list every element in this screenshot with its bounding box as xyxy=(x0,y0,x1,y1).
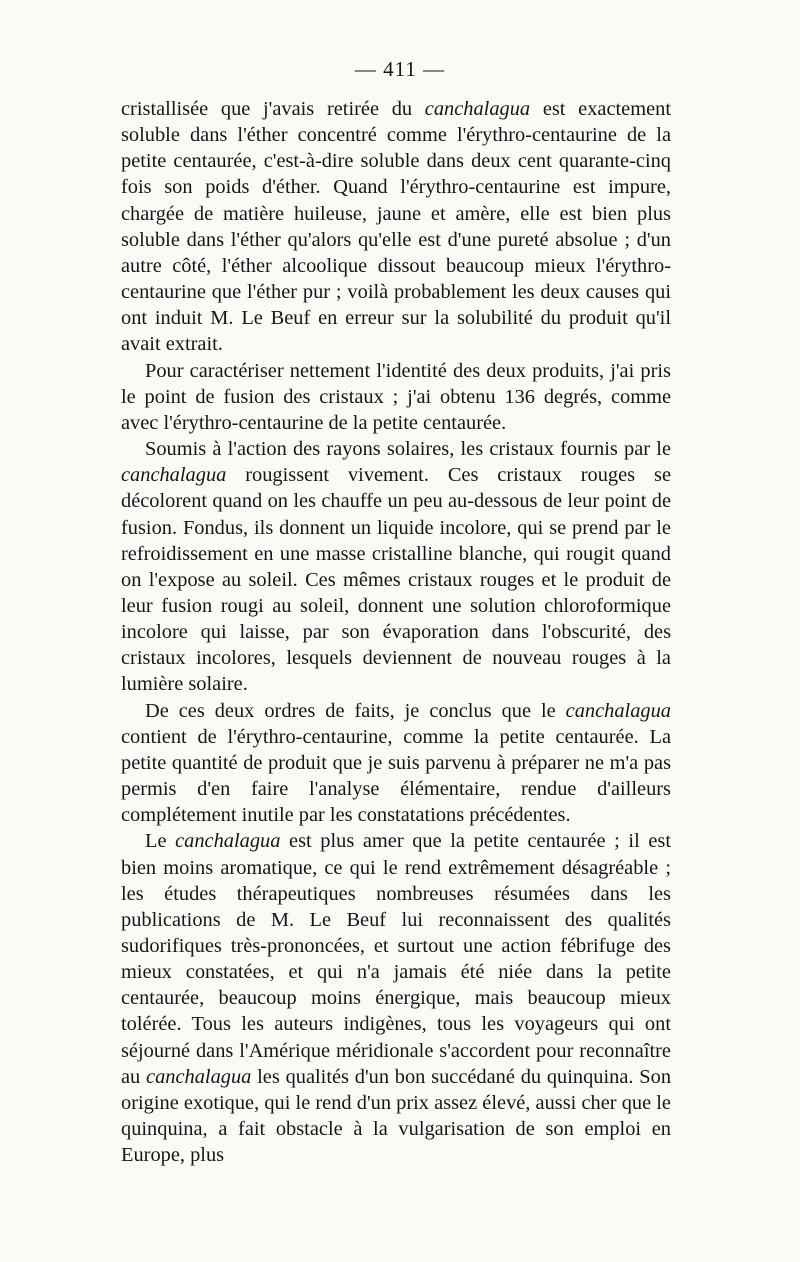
page-number: — 411 — xyxy=(354,57,446,81)
text-run: les qualités d'un bon succédané du quinquina. Son origine exotique, qui le rend d'un prix assez élevé, aussi cher que le quinquina, a fait obstacle à la vulgarisation de son emploi en Europe, plus xyxy=(121,1065,672,1167)
italic-term: canchalagua xyxy=(146,1065,252,1088)
text-run: est plus amer que la petite centaurée ; il est bien moins aromatique, ce qui le rend extrêmement désagréable ; les études thérapeutiques nombreuses résumées dans les publications de M. Le Beuf lui reconnaissent des qualités sudorifiques très-prononcées, et surtout une action fébrifuge des mieux constatées, et qui n'a jamais été niée dans la petite centaurée, beaucoup moins énergique, mais beaucoup mieux tolérée. Tous les auteurs indigènes, tous les voyageurs qui ont séjourné dans l'Amérique méridionale s'accordent pour reconnaître au xyxy=(121,830,672,1088)
text-run: cristallisée que j'avais retirée du xyxy=(121,98,425,120)
italic-term: canchalagua xyxy=(121,464,227,487)
italic-term: canchalagua xyxy=(565,699,671,722)
paragraph xyxy=(121,436,671,698)
paragraph xyxy=(121,698,671,829)
text-run: Le xyxy=(145,830,176,853)
text-run: Soumis à l'action des rayons solaires, les cristaux fournis par le xyxy=(145,438,671,461)
text-run: est exactement soluble dans l'éther concentré comme l'érythro-centaurine de la petite centaurée, c'est-à-dire soluble dans deux cent quarante-cinq fois son poids d'éther. Quand l'érythro-centaurine est impure, chargée de matière huileuse, jaune et amère, elle est bien plus soluble dans l'éther qu'alors qu'elle est d'une pureté absolue ; d'un autre côté, l'éther alcoolique dissout beaucoup mieux l'érythro-centaurine que l'éther pur ; voilà probablement les deux causes qui ont induit M. Le Beuf en erreur sur la solubilité du produit qu'il avait extrait. xyxy=(121,98,671,356)
paragraph xyxy=(121,96,671,358)
text-run: Pour caractériser nettement l'identité des deux produits, j'ai pris le point de fusion des cristaux ; j'ai obtenu 136 degrés, comme avec l'érythro-centaurine de la petite centaurée. xyxy=(121,359,671,434)
italic-term: canchalagua xyxy=(424,98,531,120)
text-run: contient de l'érythro-centaurine, comme la petite centaurée. La petite quantité de produit que je suis parvenu à préparer ne m'a pas permis d'en faire l'analyse élémentaire, rendue d'ailleurs complétement inutile par les constatations précédentes. xyxy=(121,725,671,827)
text-run: De ces deux ordres de faits, je conclus que le xyxy=(145,699,566,722)
italic-term: canchalagua xyxy=(175,830,281,853)
page-body xyxy=(121,96,671,1168)
text-run: rougissent vivement. Ces cristaux rouges se décolorent quand on les chauffe un peu au-dessous de leur point de fusion. Fondus, ils donnent un liquide incolore, qui se prend par le refroidissement en une masse cristalline blanche, qui rougit quand on l'expose au soleil. Ces mêmes cristaux rouges et le produit de leur fusion rougi au soleil, donnent une solution chloroformique incolore qui laisse, par son évaporation dans l'obscurité, des cristaux incolores, lesquels deviennent de nouveau rouges à la lumière solaire. xyxy=(121,464,671,696)
paragraph xyxy=(121,828,671,1168)
paragraph xyxy=(121,358,671,436)
